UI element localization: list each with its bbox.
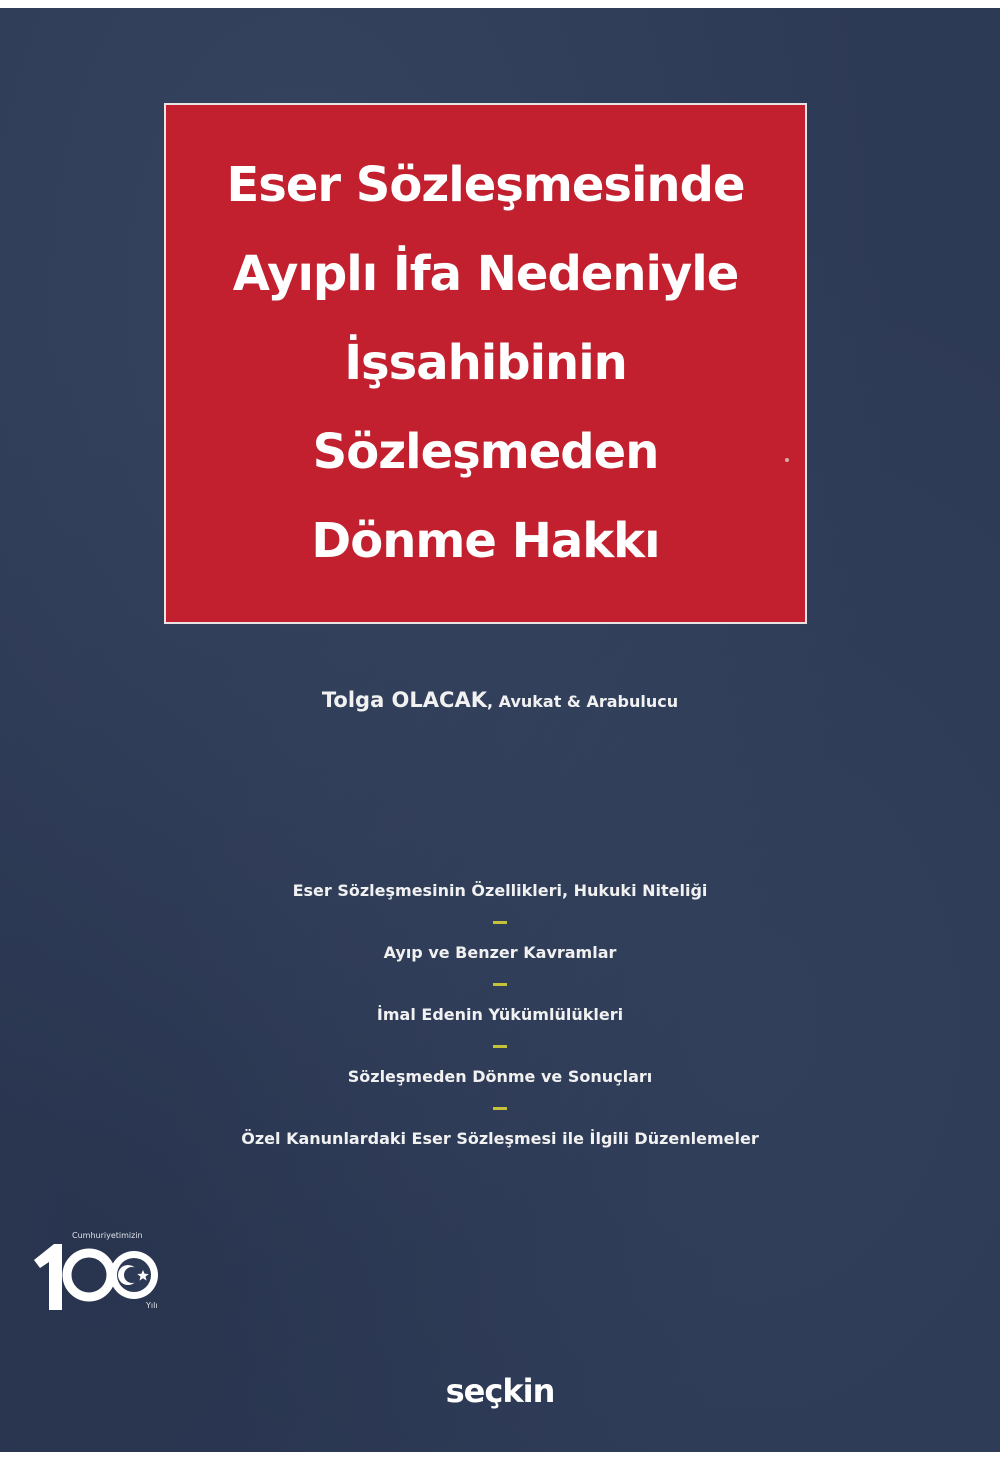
author-role: , Avukat & Arabulucu: [486, 692, 679, 711]
centennial-logo: [32, 1226, 167, 1312]
topic-list: [0, 880, 1000, 1150]
title-line-5: Dönme Hakkı: [311, 513, 660, 569]
book-cover: [0, 8, 1000, 1452]
title-line-4: Sözleşmeden: [312, 424, 659, 480]
title-line-3: İşsahibinin: [344, 335, 627, 391]
topic-item: İmal Edenin Yükümlülükleri: [376, 1005, 624, 1024]
centennial-digit-one-icon: [34, 1244, 62, 1310]
title-line-1: Eser Sözleşmesinde: [226, 157, 745, 213]
topic-item: Özel Kanunlardaki Eser Sözleşmesi ile İlgili Düzenlemeler: [241, 1129, 759, 1148]
topic-item: Sözleşmeden Dönme ve Sonuçları: [347, 1067, 653, 1086]
crescent-star-icon: [110, 1251, 158, 1299]
title-line-2: Ayıplı İfa Nedeniyle: [232, 246, 739, 302]
author-line: [0, 688, 1000, 712]
topic-item: Ayıp ve Benzer Kavramlar: [383, 943, 617, 962]
publisher-logo: seçkin: [445, 1372, 555, 1410]
topic-separator: [0, 1026, 1000, 1066]
title-box: [164, 103, 807, 624]
centennial-top-text: Cumhuriyetimizin: [72, 1231, 143, 1240]
topic-separator: [0, 964, 1000, 1004]
centennial-zero-icon: [67, 1253, 111, 1297]
topic-separator: [0, 1088, 1000, 1128]
topic-separator: [0, 902, 1000, 942]
author-name: Tolga OLACAK: [321, 688, 487, 712]
print-speck: [785, 458, 789, 462]
topic-item: Eser Sözleşmesinin Özellikleri, Hukuki Niteliği: [292, 881, 708, 900]
centennial-bottom-text: Yılı: [146, 1301, 158, 1310]
